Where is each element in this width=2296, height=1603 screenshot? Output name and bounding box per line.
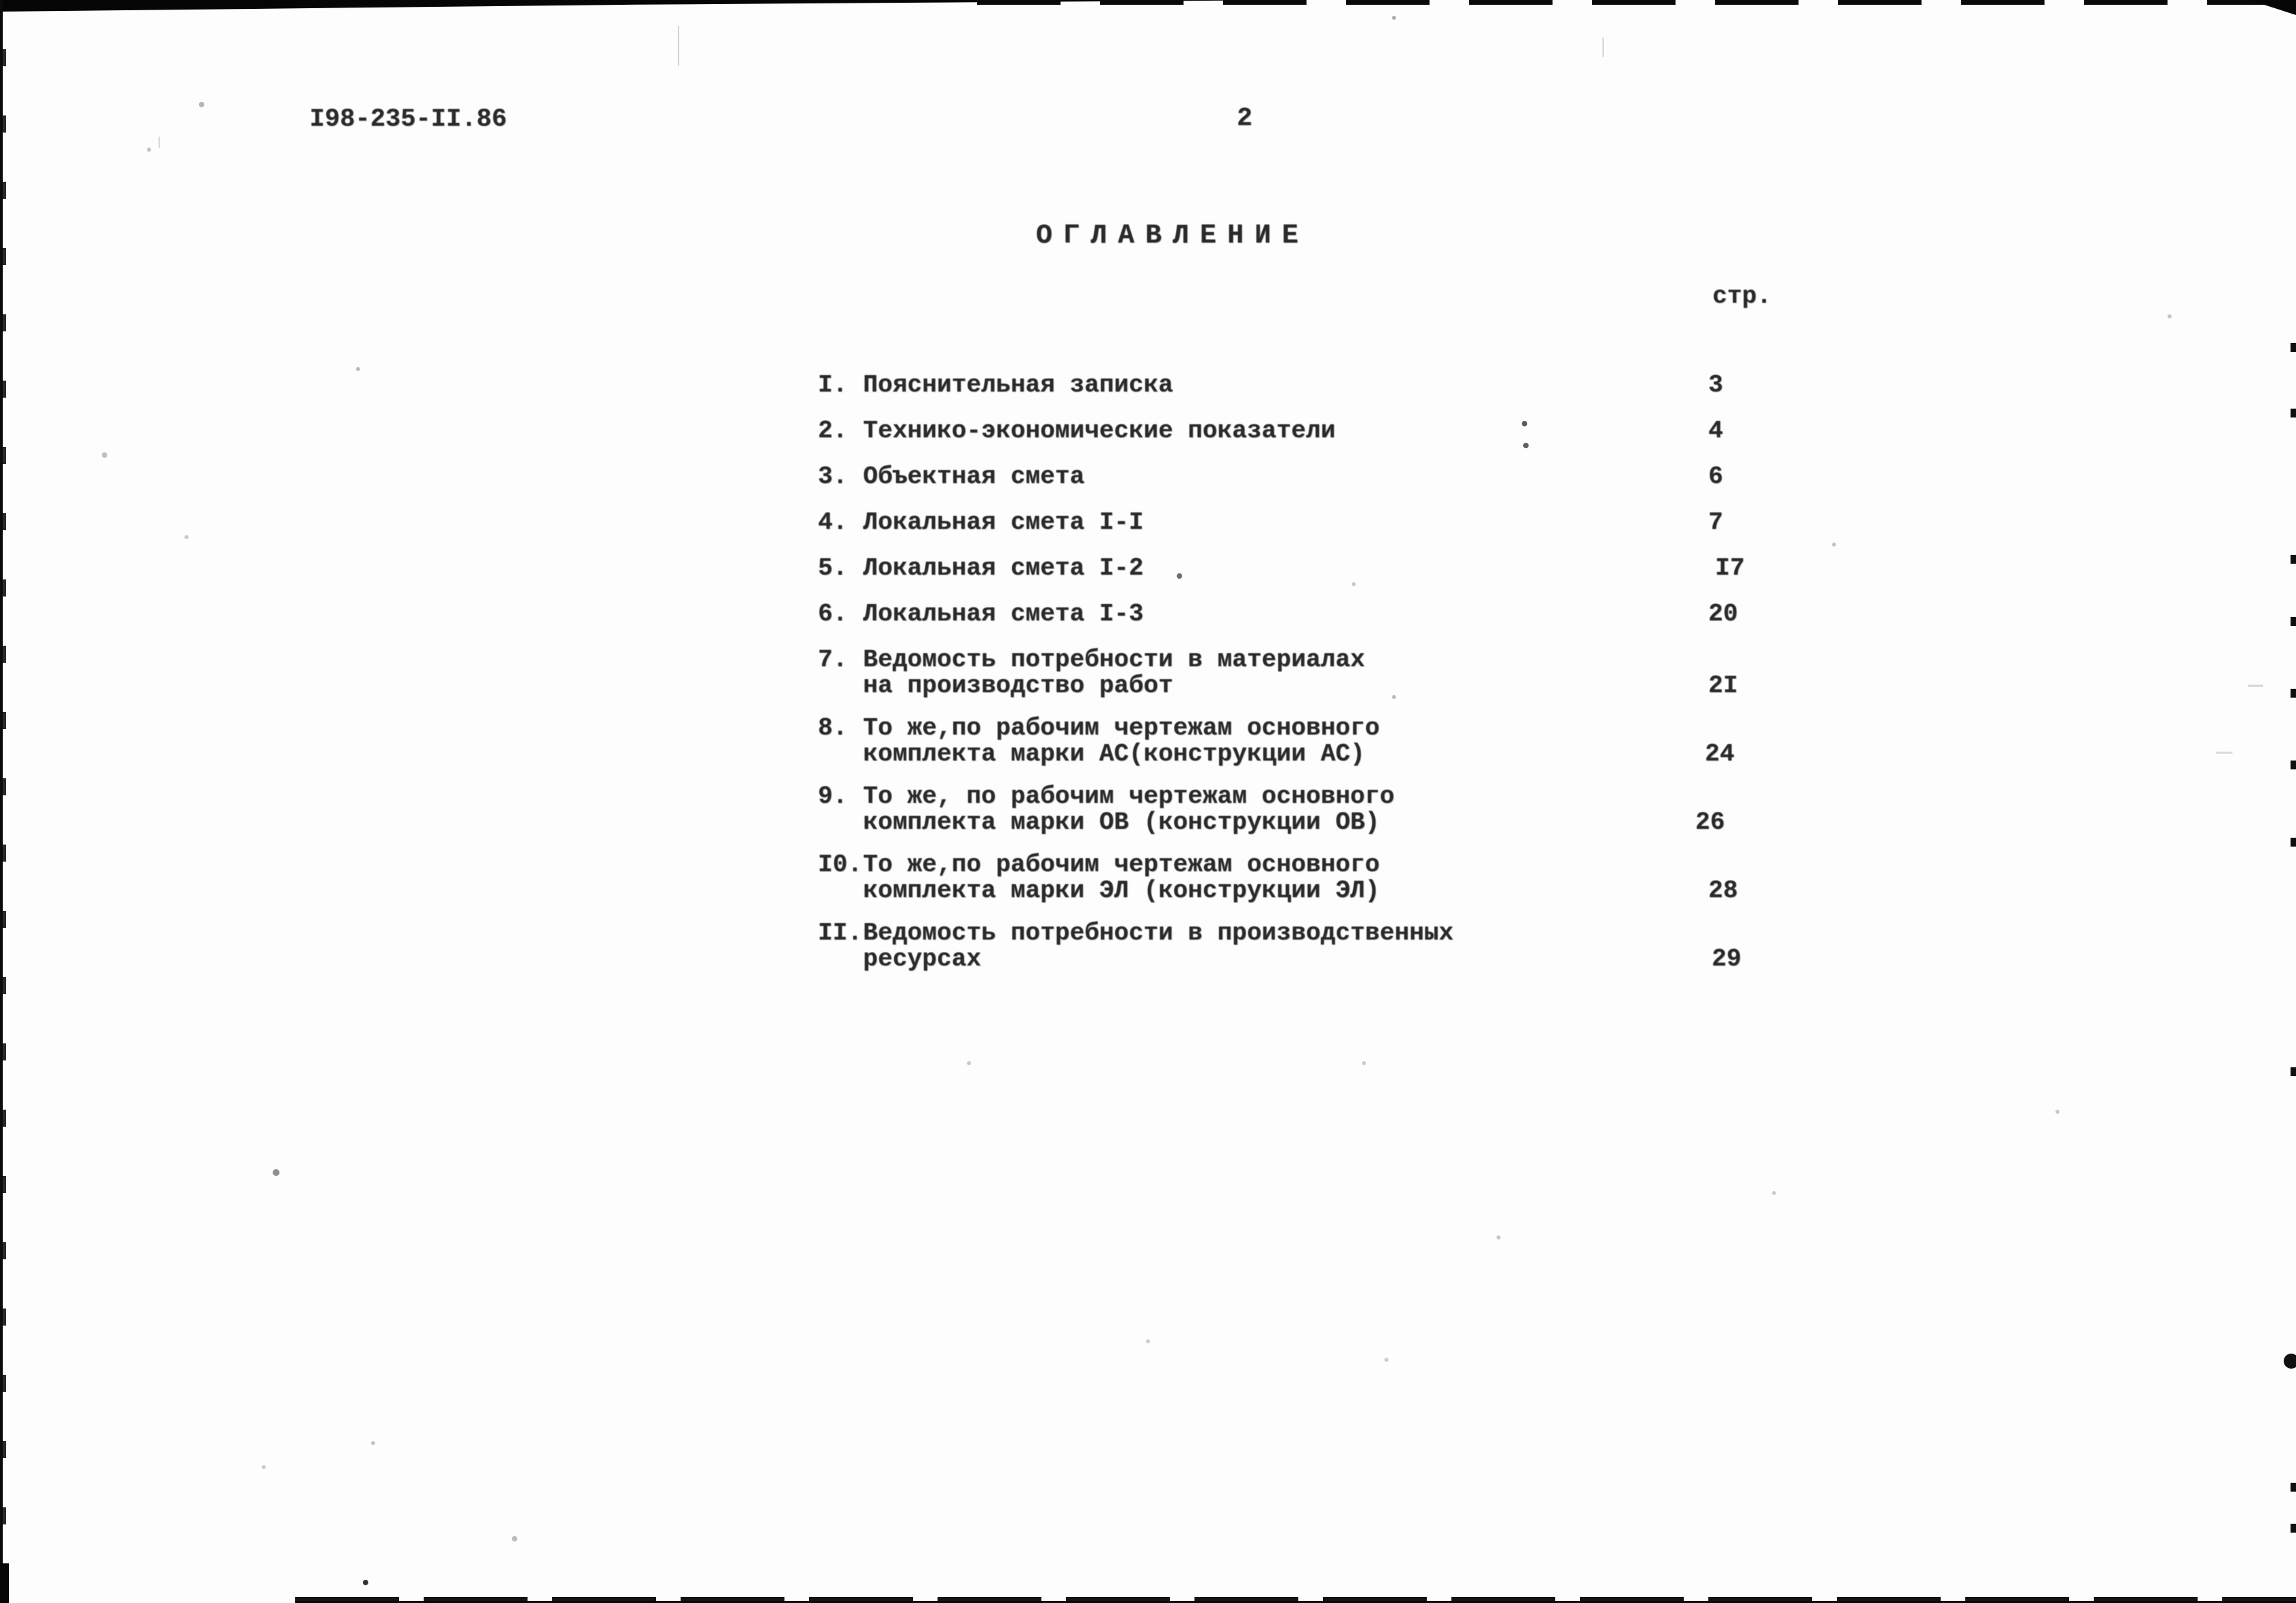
toc-item-page: 24 <box>1705 740 1735 768</box>
toc-item-page: 20 <box>1708 600 1738 628</box>
toc-item-3 <box>818 464 1980 490</box>
toc-item-number: 7. <box>818 646 848 674</box>
toc-item-4 <box>818 510 1980 536</box>
toc-item-text: Локальная смета I-2 <box>863 554 1144 582</box>
toc-item-text: Ведомость потребности в материалах <box>863 646 1365 674</box>
toc-item-line <box>818 852 1980 878</box>
toc-item-text: Объектная смета <box>863 463 1085 491</box>
toc-item-8 <box>818 715 1980 767</box>
toc-item-number: 2. <box>818 417 848 445</box>
toc-item-2 <box>818 418 1980 444</box>
toc-item-number: 5. <box>818 554 848 582</box>
toc-item-line <box>818 372 1980 398</box>
toc-list <box>818 372 1980 989</box>
toc-item-9 <box>818 784 1980 836</box>
toc-item-line <box>818 647 1980 673</box>
toc-item-line <box>818 418 1980 444</box>
toc-item-page: 6 <box>1708 463 1723 491</box>
toc-item-page: 28 <box>1708 877 1738 905</box>
toc-item-text-line2: комплекта марки ЭЛ (конструкции ЭЛ) <box>863 877 1380 905</box>
toc-item-text-line2: комплекта марки АС(конструкции АС) <box>863 740 1365 768</box>
toc-item-10 <box>818 852 1980 904</box>
toc-item-page: I7 <box>1715 554 1745 582</box>
toc-item-line <box>818 556 1980 581</box>
toc-item-text: Локальная смета I-I <box>863 508 1144 536</box>
toc-item-page: 4 <box>1708 417 1723 445</box>
toc-item-page: 2I <box>1708 672 1738 700</box>
toc-item-line <box>818 920 1980 946</box>
toc-item-line <box>818 601 1980 627</box>
toc-item-text-line2: ресурсах <box>863 945 981 973</box>
page-number: 2 <box>1237 104 1253 133</box>
toc-item-text: То же,по рабочим чертежам основного <box>863 851 1380 879</box>
toc-item-number: II. <box>818 919 862 947</box>
toc-item-5 <box>818 556 1980 581</box>
toc-item-page: 26 <box>1695 808 1725 836</box>
toc-item-number: 4. <box>818 508 848 536</box>
toc-item-line <box>818 510 1980 536</box>
toc-item-number: 8. <box>818 714 848 742</box>
toc-item-text-line2: комплекта марки ОВ (конструкции ОВ) <box>863 808 1380 836</box>
toc-item-page: 3 <box>1708 371 1723 399</box>
document-code: I98-235-II.86 <box>310 105 507 134</box>
toc-item-text: Локальная смета I-3 <box>863 600 1144 628</box>
toc-item-page: 29 <box>1712 945 1742 973</box>
toc-item-1 <box>818 372 1980 398</box>
toc-item-text: Технико-экономические показатели <box>863 417 1336 445</box>
toc-item-text: Ведомость потребности в производственных <box>863 919 1454 947</box>
page-column-header: стр. <box>1712 282 1772 310</box>
toc-item-number: 3. <box>818 463 848 491</box>
toc-title: ОГЛАВЛЕНИЕ <box>1036 221 1310 251</box>
toc-item-page: 7 <box>1708 508 1723 536</box>
toc-item-6 <box>818 601 1980 627</box>
toc-item-text: То же, по рабочим чертежам основного <box>863 782 1395 810</box>
toc-item-text-line2: на производство работ <box>863 672 1173 700</box>
toc-item-number: 9. <box>818 782 848 810</box>
toc-item-7 <box>818 647 1980 699</box>
toc-item-line <box>818 784 1980 810</box>
toc-item-line <box>818 464 1980 490</box>
toc-item-number: 6. <box>818 600 848 628</box>
toc-item-text: Пояснительная записка <box>863 371 1173 399</box>
toc-item-text: То же,по рабочим чертежам основного <box>863 714 1380 742</box>
toc-item-line <box>818 715 1980 741</box>
toc-item-number: I. <box>818 371 848 399</box>
toc-item-11 <box>818 920 1980 972</box>
toc-item-number: I0. <box>818 851 862 879</box>
